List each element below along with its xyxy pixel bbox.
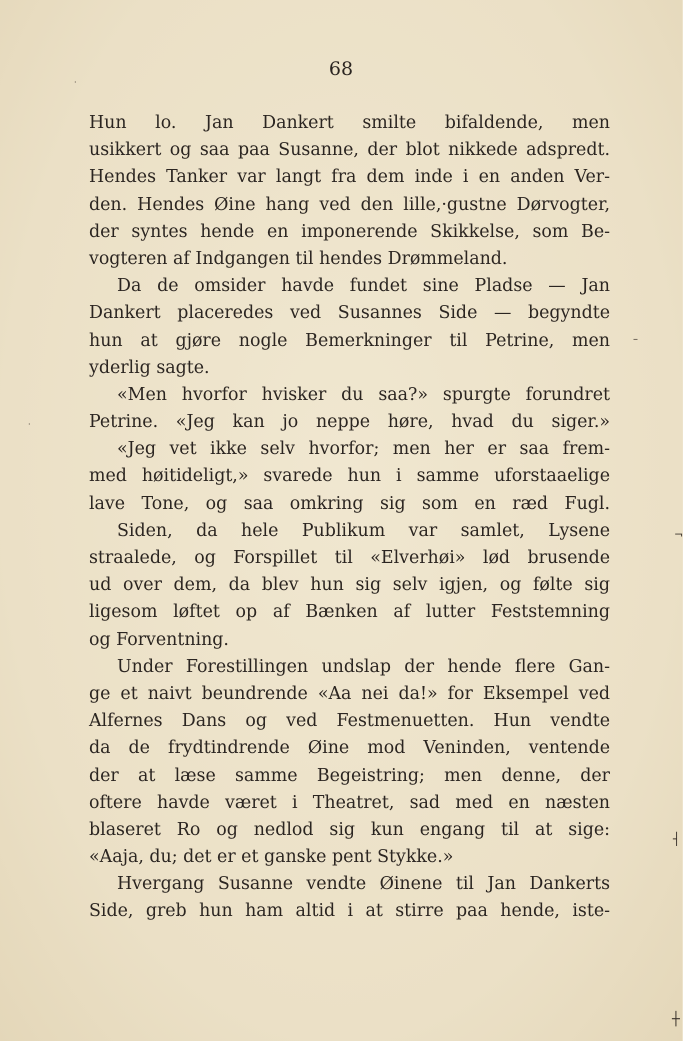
text-line: Alfernes Dans og ved Festmenuetten. Hun vendte: [89, 711, 610, 732]
text-line: ligesom løftet op af Bænken af lutter Feststemning: [89, 602, 610, 623]
text-line: ge et naivt beundrende «Aa nei da!» for Eksempel ved: [89, 683, 610, 704]
print-speck: ·: [74, 78, 77, 87]
text-line: yderlig sagte.: [89, 357, 210, 378]
page-number: 68: [328, 58, 354, 80]
text-line: oftere havde været i Theatret, sad med en næsten: [89, 792, 610, 813]
text-line: blaseret Ro og nedlod sig kun engang til at sige:: [89, 819, 610, 840]
edge-mark: ┼: [672, 1012, 680, 1027]
text-line: hun at gjøre nogle Bemerkninger til Petrine, men: [89, 330, 610, 351]
text-line: Dankert placeredes ved Susannes Side — begyndte: [89, 303, 610, 324]
text-line: den. Hendes Øine hang ved den lille,·gustne Dørvogter,: [89, 194, 610, 215]
text-line: lave Tone, og saa omkring sig som en ræd Fugl.: [89, 493, 610, 514]
print-speck: –: [633, 334, 638, 345]
body-text: [89, 110, 610, 926]
text-line: vogteren af Indgangen til hendes Drømmeland.: [89, 248, 508, 269]
text-line: med høitideligt,» svarede hun i samme uforstaaelige: [89, 466, 610, 487]
text-line: «Aaja, du; det er et ganske pent Stykke.»: [89, 847, 454, 868]
text-line: Hun lo. Jan Dankert smilte bifaldende, men: [89, 113, 610, 133]
edge-mark: ¬: [674, 528, 683, 541]
text-line: da de frydtindrende Øine mod Veninden, ventende: [89, 738, 610, 759]
text-line: Siden, da hele Publikum var samlet, Lysene: [117, 520, 610, 541]
text-line: straalede, og Forspillet til «Elverhøi» lød brusende: [89, 548, 610, 568]
edge-mark: ┤: [673, 832, 681, 846]
text-line: ud over dem, da blev hun sig selv igjen, og følte sig: [89, 575, 610, 596]
text-line: «Men hvorfor hvisker du saa?» spurgte forundret: [117, 384, 610, 405]
text-line: der syntes hende en imponerende Skikkelse, som Be-: [89, 221, 610, 242]
text-line: Side, greb hun ham altid i at stirre paa hende, iste-: [89, 901, 610, 922]
text-line: Petrine. «Jeg kan jo neppe høre, hvad du siger.»: [89, 412, 610, 433]
text-line: «Jeg vet ikke selv hvorfor; men her er saa frem-: [117, 439, 610, 460]
text-line: usikkert og saa paa Susanne, der blot nikkede adspredt.: [89, 140, 610, 161]
text-line: og Forventning.: [89, 629, 229, 650]
text-line: Hendes Tanker var langt fra dem inde i en anden Ver-: [89, 167, 610, 188]
text-line: der at læse samme Begeistring; men denne, der: [89, 765, 610, 786]
text-line: Hvergang Susanne vendte Øinene til Jan Dankerts: [117, 874, 610, 895]
text-line: Under Forestillingen undslap der hende flere Gan-: [117, 656, 610, 677]
print-speck: ·: [28, 420, 31, 429]
text-line: Da de omsider havde fundet sine Pladse — Jan: [117, 276, 610, 297]
